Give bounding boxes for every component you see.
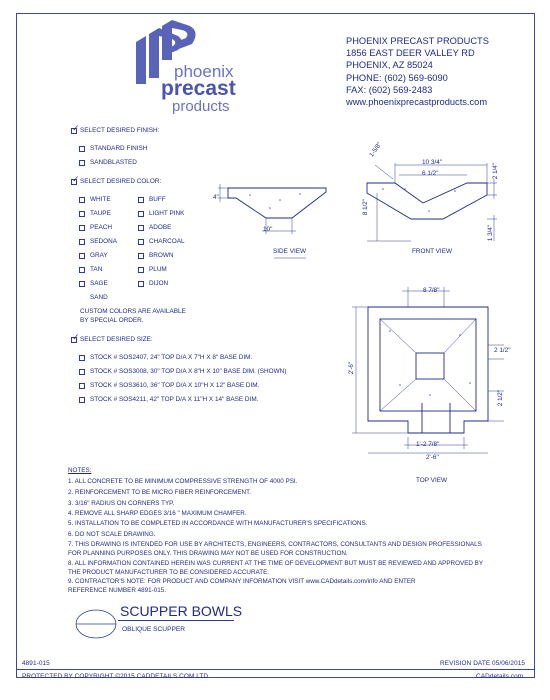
color-plum-checkbox[interactable] [138,267,144,273]
color-sage-checkbox[interactable] [79,281,85,287]
color-sedona-label: SEDONA [90,238,117,245]
size-heading: SELECT DESIRED SIZE: [80,336,153,343]
footer-copyright: PROTECTED BY COPYRIGHT ©2015 CADDETAILS.COM LTD. [22,673,211,680]
company-info [346,35,489,108]
color-buff-checkbox[interactable] [138,197,144,203]
finish-heading: SELECT DESIRED FINISH: [80,127,160,134]
footer-site[interactable]: CADdetails.com [476,673,524,680]
company-city: PHOENIX, AZ 85024 [346,60,433,71]
size-sos3008-checkbox[interactable] [79,369,85,375]
color-buff-label: BUFF [149,196,166,203]
title-divider [118,620,234,621]
color-gray-checkbox[interactable] [79,253,85,259]
top-right-dim-1: 2 1/2" [494,347,511,354]
check-icon: ✓ [72,174,80,184]
note-item: 7. THIS DRAWING IS INTENDED FOR USE BY ARCHITECTS, ENGINEERS, CONTRACTORS, CONSULTANTS AND DESIGN PROFESSIONALS [68,541,482,548]
title-circle-icon [68,602,128,648]
check-icon: ✓ [72,332,80,342]
color-taupe-label: TAUPE [90,210,111,217]
company-name: PHOENIX PRECAST PRODUCTS [346,36,489,46]
logo-word-precast: precast [161,77,236,100]
finish-sandblasted-checkbox[interactable] [79,160,85,166]
logo-word-phoenix: phoenix [174,62,234,81]
note-item: 8. ALL INFORMATION CONTAINED HEREIN WAS CURRENT AT THE TIME OF DEVELOPMENT BUT MUST BE REVIEWED AND APPROVED BY [68,560,484,567]
front-low-dim: 1 3/4" [486,225,494,242]
front-inner-dim: 6 1/2" [422,170,439,177]
company-phone: PHONE: (602) 569-6090 [346,72,448,83]
size-sos2407-label: STOCK # SOS2407, 24" TOP D/A X 7"H X 8" BASE DIM. [90,354,253,361]
color-adobe-label: ADOBE [149,224,172,231]
color-taupe-checkbox[interactable] [79,211,85,217]
color-brown-checkbox[interactable] [138,253,144,259]
color-heading: SELECT DESIRED COLOR: [80,178,162,185]
color-peach-checkbox[interactable] [79,225,85,231]
color-peach-label: PEACH [90,224,113,231]
footer-revision: REVISION DATE 05/06/2015 [440,660,526,667]
company-address: 1856 EAST DEER VALLEY RD [346,48,475,59]
side-height-dim: 4" [213,194,219,201]
note-item: REFERENCE NUMBER 4891-015. [68,587,166,594]
size-sos3610-label: STOCK # SOS3610, 36" TOP D/A X 10"H X 12" BASE DIM. [90,382,260,389]
size-sos3610-checkbox[interactable] [79,383,85,389]
note-item: 6. DO NOT SCALE DRAWING. [68,531,156,538]
note-item: 1. ALL CONCRETE TO BE MINIMUM COMPRESSIVE STRENGTH OF 4000 PSI. [68,478,298,485]
top-view-label: TOP VIEW [416,477,448,484]
size-sos2407-checkbox[interactable] [79,355,85,361]
note-item: FOR PLANNING PURPOSES ONLY. THIS DRAWING MAY NOT BE USED FOR CONSTRUCTION. [68,550,348,557]
logo-word-products: products [172,98,230,115]
front-view-label: FRONT VIEW [412,248,453,255]
color-charcoal-checkbox[interactable] [138,239,144,245]
top-height-dim: 2'-6" [348,361,356,375]
drawing-subtitle: OBLIQUE SCUPPER [122,626,186,633]
color-sage-label: SAGE [90,280,108,287]
front-slope-dim: 1-5/8" [368,141,384,159]
drawing-title: SCUPPER BOWLS [120,603,243,619]
note-item: 9. CONTRACTOR'S NOTE: FOR PRODUCT AND COMPANY INFORMATION VISIT www.CADdetails.com/info AND ENTER [68,578,416,585]
footer-rule [16,669,535,670]
note-item: THE PRODUCT MANUFACTURER TO BE CONSIDERED ACCURATE. [68,569,270,576]
check-icon: ✓ [72,123,80,133]
front-top-dim: 10 3/4" [422,159,443,166]
color-plum-label: PLUM [149,266,167,273]
side-view-label: SIDE VIEW [273,248,307,255]
color-brown-label: BROWN [149,252,174,259]
color-sand-label: SAND [90,294,108,301]
finish-standard-checkbox[interactable] [79,146,85,152]
color-sedona-checkbox[interactable] [79,239,85,245]
color-tan-checkbox[interactable] [79,267,85,273]
note-item: 2. REINFORCEMENT TO BE MICRO FIBER REINFORCEMENT. [68,489,251,496]
side-width-dim: 10" [263,226,273,233]
finish-standard-label: STANDARD FINISH [90,145,148,152]
notes-heading: NOTES: [68,467,92,474]
custom-colors-line2: BY SPECIAL ORDER. [80,317,144,324]
color-lightpink-checkbox[interactable] [138,211,144,217]
front-left-height-dim: 8 1/2" [361,199,369,216]
note-item: 4. REMOVE ALL SHARP EDGES 3/16 " MAXIMUM CHAMFER. [68,510,247,517]
note-item: 5. INSTALLATION TO BE COMPLETED IN ACCORDANCE WITH MANUFACTURER'S SPECIFICATIONS. [68,520,368,527]
color-white-checkbox[interactable] [79,197,85,203]
footer-ref: 4891-015 [22,660,50,667]
color-adobe-checkbox[interactable] [138,225,144,231]
top-inner-dim: 1'-2 7/8" [416,441,440,448]
color-dijon-checkbox[interactable] [138,281,144,287]
top-width-top-dim: 8 7/8" [423,287,440,294]
size-sos4211-label: STOCK # SOS4211, 42" TOP D/A X 11"H X 14" BASE DIM. [90,396,259,403]
top-right-dim-2: 2 1/2" [496,390,504,407]
front-right-height-dim: 2 1/4" [491,163,499,180]
note-item: 3. 3/16" RADIUS ON CORNERS TYP. [68,500,175,507]
color-gray-label: GRAY [90,252,108,259]
company-fax: FAX: (602) 569-2483 [346,84,433,95]
color-tan-label: TAN [90,266,103,273]
custom-colors-line1: CUSTOM COLORS ARE AVAILABLE [80,308,186,315]
size-sos4211-checkbox[interactable] [79,397,85,403]
top-width-dim: 2'-6" [426,454,439,461]
color-charcoal-label: CHARCOAL [149,238,185,245]
color-dijon-label: DIJON [149,280,169,287]
size-sos3008-label: STOCK # SOS3008, 30" TOP D/A X 8"H X 10" BASE DIM. (SHOWN) [90,368,287,375]
company-website[interactable]: www.phoenixprecastproducts.com [346,97,488,108]
color-lightpink-label: LIGHT PINK [149,210,185,217]
color-white-label: WHITE [90,196,111,203]
finish-sandblasted-label: SANDBLASTED [90,159,137,166]
